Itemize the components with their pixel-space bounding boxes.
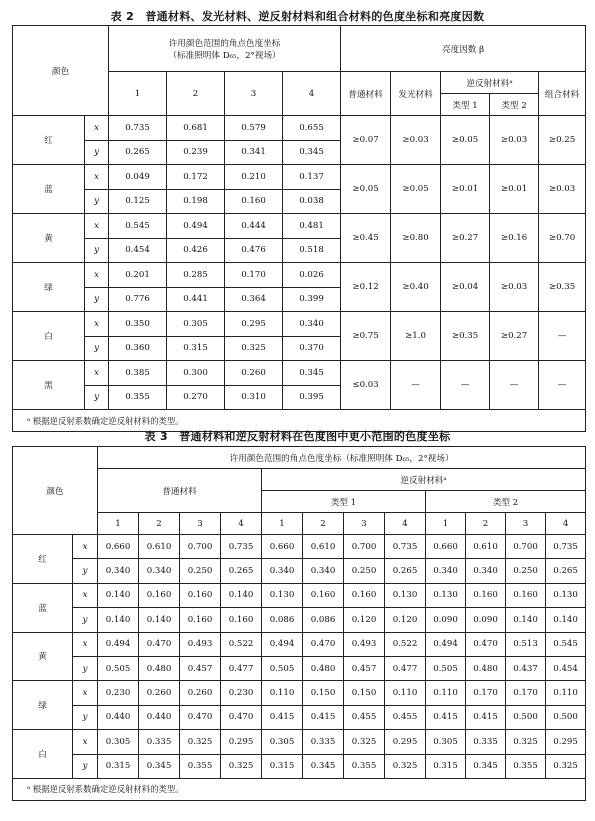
t2-lum-value: — xyxy=(391,361,441,410)
t3-axis-x: x xyxy=(73,681,98,705)
t3-row-x xyxy=(13,730,586,754)
t2-lum-value: ≥0.27 xyxy=(441,214,490,263)
t2-x-value: 0.172 xyxy=(167,165,225,190)
t3-axis-y: y xyxy=(73,705,98,729)
t3-corner-label: 2 xyxy=(466,513,506,535)
table3-body xyxy=(13,535,586,779)
t3-x-value: 0.140 xyxy=(221,583,262,607)
t2-axis-x: x xyxy=(85,214,109,239)
t3-y-value: 0.265 xyxy=(546,559,586,583)
t2-y-value: 0.426 xyxy=(167,238,225,263)
t3-x-value: 0.493 xyxy=(344,632,385,656)
t2-x-value: 0.735 xyxy=(109,116,167,141)
t3-row-y xyxy=(13,656,586,680)
t3-x-value: 0.700 xyxy=(180,535,221,559)
t2-lum-value: — xyxy=(490,361,539,410)
t3-x-value: 0.610 xyxy=(466,535,506,559)
t2-lum-value: — xyxy=(539,312,586,361)
t3-y-value: 0.340 xyxy=(139,559,180,583)
t2-y-value: 0.355 xyxy=(109,385,167,410)
t2-x-value: 0.049 xyxy=(109,165,167,190)
t2-y-value: 0.345 xyxy=(283,140,341,165)
t3-x-value: 0.522 xyxy=(221,632,262,656)
t3-y-value: 0.340 xyxy=(466,559,506,583)
t3-x-value: 0.305 xyxy=(262,730,303,754)
t3-x-value: 0.735 xyxy=(385,535,426,559)
t3-x-value: 0.305 xyxy=(426,730,466,754)
t2-y-value: 0.265 xyxy=(109,140,167,165)
table2-caption: 表 2 普通材料、发光材料、逆反射材料和组合材料的色度坐标和亮度因数 xyxy=(110,10,485,23)
t2-x-value: 0.201 xyxy=(109,263,167,288)
t2-x-value: 0.340 xyxy=(283,312,341,337)
t3-x-value: 0.325 xyxy=(344,730,385,754)
t2-lum-value: ≥0.80 xyxy=(391,214,441,263)
t3-y-value: 0.140 xyxy=(546,608,586,632)
table2 xyxy=(12,25,586,432)
t3-y-value: 0.477 xyxy=(221,656,262,680)
t2-corner-2: 2 xyxy=(167,72,225,116)
t3-row-x xyxy=(13,535,586,559)
t2-y-value: 0.476 xyxy=(225,238,283,263)
t3-x-value: 0.150 xyxy=(303,681,344,705)
t2-lum-value: ≥0.70 xyxy=(539,214,586,263)
t3-x-value: 0.545 xyxy=(546,632,586,656)
t3-y-value: 0.505 xyxy=(98,656,139,680)
t2-lum-value: ≥1.0 xyxy=(391,312,441,361)
t2-lum-value: ≥0.12 xyxy=(341,263,391,312)
t3-y-value: 0.437 xyxy=(506,656,546,680)
t3-x-value: 0.295 xyxy=(385,730,426,754)
t3-x-value: 0.735 xyxy=(546,535,586,559)
t3-y-value: 0.455 xyxy=(385,705,426,729)
t3-x-value: 0.295 xyxy=(221,730,262,754)
t3-axis-x: x xyxy=(73,583,98,607)
t3-x-value: 0.160 xyxy=(303,583,344,607)
t3-y-value: 0.355 xyxy=(344,754,385,778)
t3-corner-label: 3 xyxy=(506,513,546,535)
t3-x-value: 0.160 xyxy=(344,583,385,607)
t2-lum-retro-type2: 类型 2 xyxy=(490,94,539,116)
table3 xyxy=(12,446,586,801)
t3-x-value: 0.140 xyxy=(98,583,139,607)
t2-lum-combo: 组合材料 xyxy=(539,72,586,116)
t3-corner-label: 1 xyxy=(262,513,303,535)
t2-y-value: 0.360 xyxy=(109,336,167,361)
t2-axis-y: y xyxy=(85,189,109,214)
t3-y-value: 0.480 xyxy=(139,656,180,680)
t3-x-value: 0.610 xyxy=(139,535,180,559)
t3-y-value: 0.325 xyxy=(385,754,426,778)
t3-y-value: 0.315 xyxy=(98,754,139,778)
t2-color-name: 黄 xyxy=(13,214,85,263)
t2-lum-value: ≥0.35 xyxy=(441,312,490,361)
t3-color-name: 红 xyxy=(13,535,73,584)
t2-corner-3: 3 xyxy=(225,72,283,116)
t3-row-y xyxy=(13,705,586,729)
t3-y-value: 0.415 xyxy=(466,705,506,729)
t2-lum-luminous: 发光材料 xyxy=(391,72,441,116)
t3-y-value: 0.480 xyxy=(303,656,344,680)
t2-axis-x: x xyxy=(85,361,109,386)
t3-x-value: 0.513 xyxy=(506,632,546,656)
t3-x-value: 0.660 xyxy=(98,535,139,559)
t2-x-value: 0.285 xyxy=(167,263,225,288)
t3-x-value: 0.660 xyxy=(262,535,303,559)
t3-x-value: 0.522 xyxy=(385,632,426,656)
t3-y-value: 0.457 xyxy=(180,656,221,680)
t2-color-name: 白 xyxy=(13,312,85,361)
t3-x-value: 0.260 xyxy=(180,681,221,705)
t3-axis-y: y xyxy=(73,608,98,632)
t3-y-value: 0.470 xyxy=(180,705,221,729)
t2-row-x xyxy=(13,263,586,288)
t3-corner-label: 4 xyxy=(221,513,262,535)
t3-color-name: 蓝 xyxy=(13,583,73,632)
t3-x-value: 0.160 xyxy=(180,583,221,607)
t3-x-value: 0.470 xyxy=(466,632,506,656)
t3-y-value: 0.090 xyxy=(426,608,466,632)
t2-lum-value: ≥0.01 xyxy=(441,165,490,214)
t2-header-chroma-line1: 许用颜色范围的角点色度坐标 xyxy=(168,38,281,49)
table3-caption: 表 3 普通材料和逆反射材料在色度图中更小范围的色度坐标 xyxy=(144,430,451,443)
t2-x-value: 0.545 xyxy=(109,214,167,239)
t3-y-value: 0.505 xyxy=(262,656,303,680)
t2-lum-value: ≥0.03 xyxy=(490,263,539,312)
t3-x-value: 0.493 xyxy=(180,632,221,656)
t3-y-value: 0.315 xyxy=(262,754,303,778)
t3-y-value: 0.440 xyxy=(98,705,139,729)
t3-y-value: 0.250 xyxy=(180,559,221,583)
t3-y-value: 0.086 xyxy=(303,608,344,632)
t2-header-lum: 亮度因数 β xyxy=(341,26,586,72)
t2-corner-1: 1 xyxy=(109,72,167,116)
t2-y-value: 0.364 xyxy=(225,287,283,312)
t3-y-value: 0.120 xyxy=(344,608,385,632)
t2-x-value: 0.444 xyxy=(225,214,283,239)
t3-x-value: 0.335 xyxy=(466,730,506,754)
t2-color-name: 黑 xyxy=(13,361,85,410)
t3-y-value: 0.140 xyxy=(139,608,180,632)
t3-corner-label: 2 xyxy=(303,513,344,535)
t2-y-value: 0.315 xyxy=(167,336,225,361)
t2-x-value: 0.345 xyxy=(283,361,341,386)
t2-x-value: 0.300 xyxy=(167,361,225,386)
t3-y-value: 0.500 xyxy=(546,705,586,729)
t2-lum-value: ≥0.05 xyxy=(341,165,391,214)
t2-axis-x: x xyxy=(85,165,109,190)
t3-x-value: 0.260 xyxy=(139,681,180,705)
t3-header-retro-type2: 类型 2 xyxy=(426,491,586,513)
t3-x-value: 0.150 xyxy=(344,681,385,705)
t3-x-value: 0.735 xyxy=(221,535,262,559)
t3-y-value: 0.086 xyxy=(262,608,303,632)
t2-row-x xyxy=(13,214,586,239)
t2-row-x xyxy=(13,361,586,386)
t3-corner-label: 3 xyxy=(344,513,385,535)
t2-row-x xyxy=(13,165,586,190)
t3-y-value: 0.340 xyxy=(98,559,139,583)
t3-row-x xyxy=(13,583,586,607)
t3-corner-label: 4 xyxy=(546,513,586,535)
t2-x-value: 0.681 xyxy=(167,116,225,141)
t3-x-value: 0.494 xyxy=(426,632,466,656)
t2-y-value: 0.395 xyxy=(283,385,341,410)
t3-y-value: 0.140 xyxy=(506,608,546,632)
t2-color-name: 蓝 xyxy=(13,165,85,214)
t2-axis-x: x xyxy=(85,312,109,337)
t3-x-value: 0.130 xyxy=(385,583,426,607)
t3-row-x xyxy=(13,632,586,656)
t2-corner-4: 4 xyxy=(283,72,341,116)
t3-x-value: 0.170 xyxy=(466,681,506,705)
t3-y-value: 0.090 xyxy=(466,608,506,632)
t3-x-value: 0.325 xyxy=(506,730,546,754)
t2-x-value: 0.494 xyxy=(167,214,225,239)
t3-x-value: 0.130 xyxy=(546,583,586,607)
t3-x-value: 0.230 xyxy=(98,681,139,705)
t3-y-value: 0.457 xyxy=(344,656,385,680)
t2-y-value: 0.198 xyxy=(167,189,225,214)
t2-lum-value: ≥0.16 xyxy=(490,214,539,263)
t3-y-value: 0.250 xyxy=(506,559,546,583)
t2-x-value: 0.295 xyxy=(225,312,283,337)
t3-corner-label: 2 xyxy=(139,513,180,535)
t2-row-x xyxy=(13,116,586,141)
t2-x-value: 0.579 xyxy=(225,116,283,141)
t3-x-value: 0.660 xyxy=(426,535,466,559)
t2-lum-value: ≥0.35 xyxy=(539,263,586,312)
t2-y-value: 0.325 xyxy=(225,336,283,361)
t2-lum-value: ≥0.03 xyxy=(391,116,441,165)
t3-x-value: 0.110 xyxy=(546,681,586,705)
t2-lum-value: — xyxy=(539,361,586,410)
t3-y-value: 0.250 xyxy=(344,559,385,583)
t3-y-value: 0.340 xyxy=(426,559,466,583)
t3-axis-x: x xyxy=(73,632,98,656)
t3-y-value: 0.355 xyxy=(180,754,221,778)
t2-axis-y: y xyxy=(85,287,109,312)
t3-y-value: 0.470 xyxy=(221,705,262,729)
t3-header-retro: 逆反射材料ᵃ xyxy=(262,469,586,491)
t2-y-value: 0.399 xyxy=(283,287,341,312)
t3-x-value: 0.700 xyxy=(344,535,385,559)
t3-y-value: 0.415 xyxy=(303,705,344,729)
t2-lum-retro: 逆反射材料ᵃ xyxy=(441,72,539,94)
t2-x-value: 0.305 xyxy=(167,312,225,337)
t3-corner-row xyxy=(13,513,586,535)
t3-axis-y: y xyxy=(73,559,98,583)
t2-row-x xyxy=(13,312,586,337)
t3-x-value: 0.110 xyxy=(262,681,303,705)
t2-lum-value: ≥0.75 xyxy=(341,312,391,361)
t3-corner-label: 4 xyxy=(385,513,426,535)
t3-x-value: 0.325 xyxy=(180,730,221,754)
t2-x-value: 0.170 xyxy=(225,263,283,288)
t3-y-value: 0.505 xyxy=(426,656,466,680)
t2-lum-value: ≥0.01 xyxy=(490,165,539,214)
table2-body xyxy=(13,116,586,410)
t3-x-value: 0.160 xyxy=(466,583,506,607)
t3-axis-x: x xyxy=(73,730,98,754)
t3-x-value: 0.110 xyxy=(426,681,466,705)
t2-x-value: 0.655 xyxy=(283,116,341,141)
t2-lum-value: ≥0.27 xyxy=(490,312,539,361)
t3-x-value: 0.470 xyxy=(139,632,180,656)
t2-color-name: 绿 xyxy=(13,263,85,312)
t2-x-value: 0.210 xyxy=(225,165,283,190)
t2-axis-y: y xyxy=(85,140,109,165)
t3-x-value: 0.170 xyxy=(506,681,546,705)
t2-axis-x: x xyxy=(85,263,109,288)
t3-x-value: 0.305 xyxy=(98,730,139,754)
t2-axis-y: y xyxy=(85,385,109,410)
t3-header-color: 颜色 xyxy=(13,447,98,535)
t3-row-x xyxy=(13,681,586,705)
t3-corner-label: 3 xyxy=(180,513,221,535)
t3-header-common: 普通材料 xyxy=(98,469,262,513)
t3-y-value: 0.500 xyxy=(506,705,546,729)
t2-x-value: 0.385 xyxy=(109,361,167,386)
t2-x-value: 0.481 xyxy=(283,214,341,239)
t2-lum-value: ≥0.05 xyxy=(391,165,441,214)
t3-x-value: 0.110 xyxy=(385,681,426,705)
t2-lum-value: ≥0.05 xyxy=(441,116,490,165)
t2-y-value: 0.270 xyxy=(167,385,225,410)
t3-y-value: 0.325 xyxy=(221,754,262,778)
t3-x-value: 0.160 xyxy=(139,583,180,607)
t3-row-y xyxy=(13,608,586,632)
t2-lum-retro-type1: 类型 1 xyxy=(441,94,490,116)
t3-y-value: 0.345 xyxy=(303,754,344,778)
t3-y-value: 0.265 xyxy=(385,559,426,583)
t2-y-value: 0.160 xyxy=(225,189,283,214)
t3-header-retro-type1: 类型 1 xyxy=(262,491,426,513)
t2-y-value: 0.370 xyxy=(283,336,341,361)
t3-row-y xyxy=(13,754,586,778)
t2-footnote: ᵃ 根据逆反射系数确定逆反射材料的类型。 xyxy=(13,410,586,432)
t3-y-value: 0.345 xyxy=(139,754,180,778)
t3-corner-label: 1 xyxy=(98,513,139,535)
t3-y-value: 0.120 xyxy=(385,608,426,632)
t3-x-value: 0.160 xyxy=(506,583,546,607)
t2-lum-value: ≤0.03 xyxy=(341,361,391,410)
t2-color-name: 红 xyxy=(13,116,85,165)
t3-header-group: 许用颜色范围的角点色度坐标（标准照明体 D₆₅，2°视场） xyxy=(98,447,586,469)
t3-y-value: 0.440 xyxy=(139,705,180,729)
t2-header-chroma xyxy=(109,26,341,72)
t3-x-value: 0.470 xyxy=(303,632,344,656)
t2-axis-y: y xyxy=(85,336,109,361)
t3-corner-label: 1 xyxy=(426,513,466,535)
t3-x-value: 0.335 xyxy=(303,730,344,754)
t2-axis-x: x xyxy=(85,116,109,141)
t2-lum-value: ≥0.40 xyxy=(391,263,441,312)
t3-x-value: 0.700 xyxy=(506,535,546,559)
t3-x-value: 0.295 xyxy=(546,730,586,754)
t3-y-value: 0.325 xyxy=(546,754,586,778)
t3-y-value: 0.454 xyxy=(546,656,586,680)
t3-x-value: 0.130 xyxy=(426,583,466,607)
t2-x-value: 0.026 xyxy=(283,263,341,288)
t3-axis-y: y xyxy=(73,656,98,680)
t3-y-value: 0.315 xyxy=(426,754,466,778)
t2-x-value: 0.137 xyxy=(283,165,341,190)
t2-header-color: 颜色 xyxy=(13,26,109,116)
t2-y-value: 0.310 xyxy=(225,385,283,410)
t3-y-value: 0.477 xyxy=(385,656,426,680)
t3-y-value: 0.140 xyxy=(98,608,139,632)
t3-y-value: 0.340 xyxy=(303,559,344,583)
t2-lum-value: ≥0.04 xyxy=(441,263,490,312)
t2-y-value: 0.441 xyxy=(167,287,225,312)
t2-header-chroma-line2: （标准照明体 D₆₅，2°视场） xyxy=(168,50,281,61)
t2-lum-value: ≥0.07 xyxy=(341,116,391,165)
t3-footnote: ᵃ 根据逆反射系数确定逆反射材料的类型。 xyxy=(13,778,586,800)
t2-lum-value: ≥0.03 xyxy=(539,165,586,214)
t3-y-value: 0.455 xyxy=(344,705,385,729)
t2-x-value: 0.260 xyxy=(225,361,283,386)
t3-x-value: 0.494 xyxy=(262,632,303,656)
t3-y-value: 0.265 xyxy=(221,559,262,583)
t3-y-value: 0.160 xyxy=(221,608,262,632)
t3-y-value: 0.160 xyxy=(180,608,221,632)
t3-color-name: 绿 xyxy=(13,681,73,730)
t3-axis-x: x xyxy=(73,535,98,559)
t3-x-value: 0.130 xyxy=(262,583,303,607)
t2-y-value: 0.239 xyxy=(167,140,225,165)
t2-x-value: 0.350 xyxy=(109,312,167,337)
t2-lum-value: ≥0.45 xyxy=(341,214,391,263)
t3-y-value: 0.355 xyxy=(506,754,546,778)
t3-y-value: 0.415 xyxy=(426,705,466,729)
t2-lum-value: ≥0.25 xyxy=(539,116,586,165)
t3-x-value: 0.230 xyxy=(221,681,262,705)
t2-axis-y: y xyxy=(85,238,109,263)
t2-y-value: 0.341 xyxy=(225,140,283,165)
t2-y-value: 0.454 xyxy=(109,238,167,263)
t3-y-value: 0.480 xyxy=(466,656,506,680)
t3-y-value: 0.340 xyxy=(262,559,303,583)
t3-x-value: 0.494 xyxy=(98,632,139,656)
t3-x-value: 0.335 xyxy=(139,730,180,754)
t3-row-y xyxy=(13,559,586,583)
t2-y-value: 0.038 xyxy=(283,189,341,214)
t2-y-value: 0.776 xyxy=(109,287,167,312)
t3-color-name: 黄 xyxy=(13,632,73,681)
t2-lum-value: ≥0.03 xyxy=(490,116,539,165)
t2-lum-value: — xyxy=(441,361,490,410)
t3-y-value: 0.415 xyxy=(262,705,303,729)
t2-y-value: 0.125 xyxy=(109,189,167,214)
t3-color-name: 白 xyxy=(13,730,73,779)
t2-y-value: 0.518 xyxy=(283,238,341,263)
t3-axis-y: y xyxy=(73,754,98,778)
t3-y-value: 0.345 xyxy=(466,754,506,778)
t3-x-value: 0.610 xyxy=(303,535,344,559)
t2-lum-common: 普通材料 xyxy=(341,72,391,116)
